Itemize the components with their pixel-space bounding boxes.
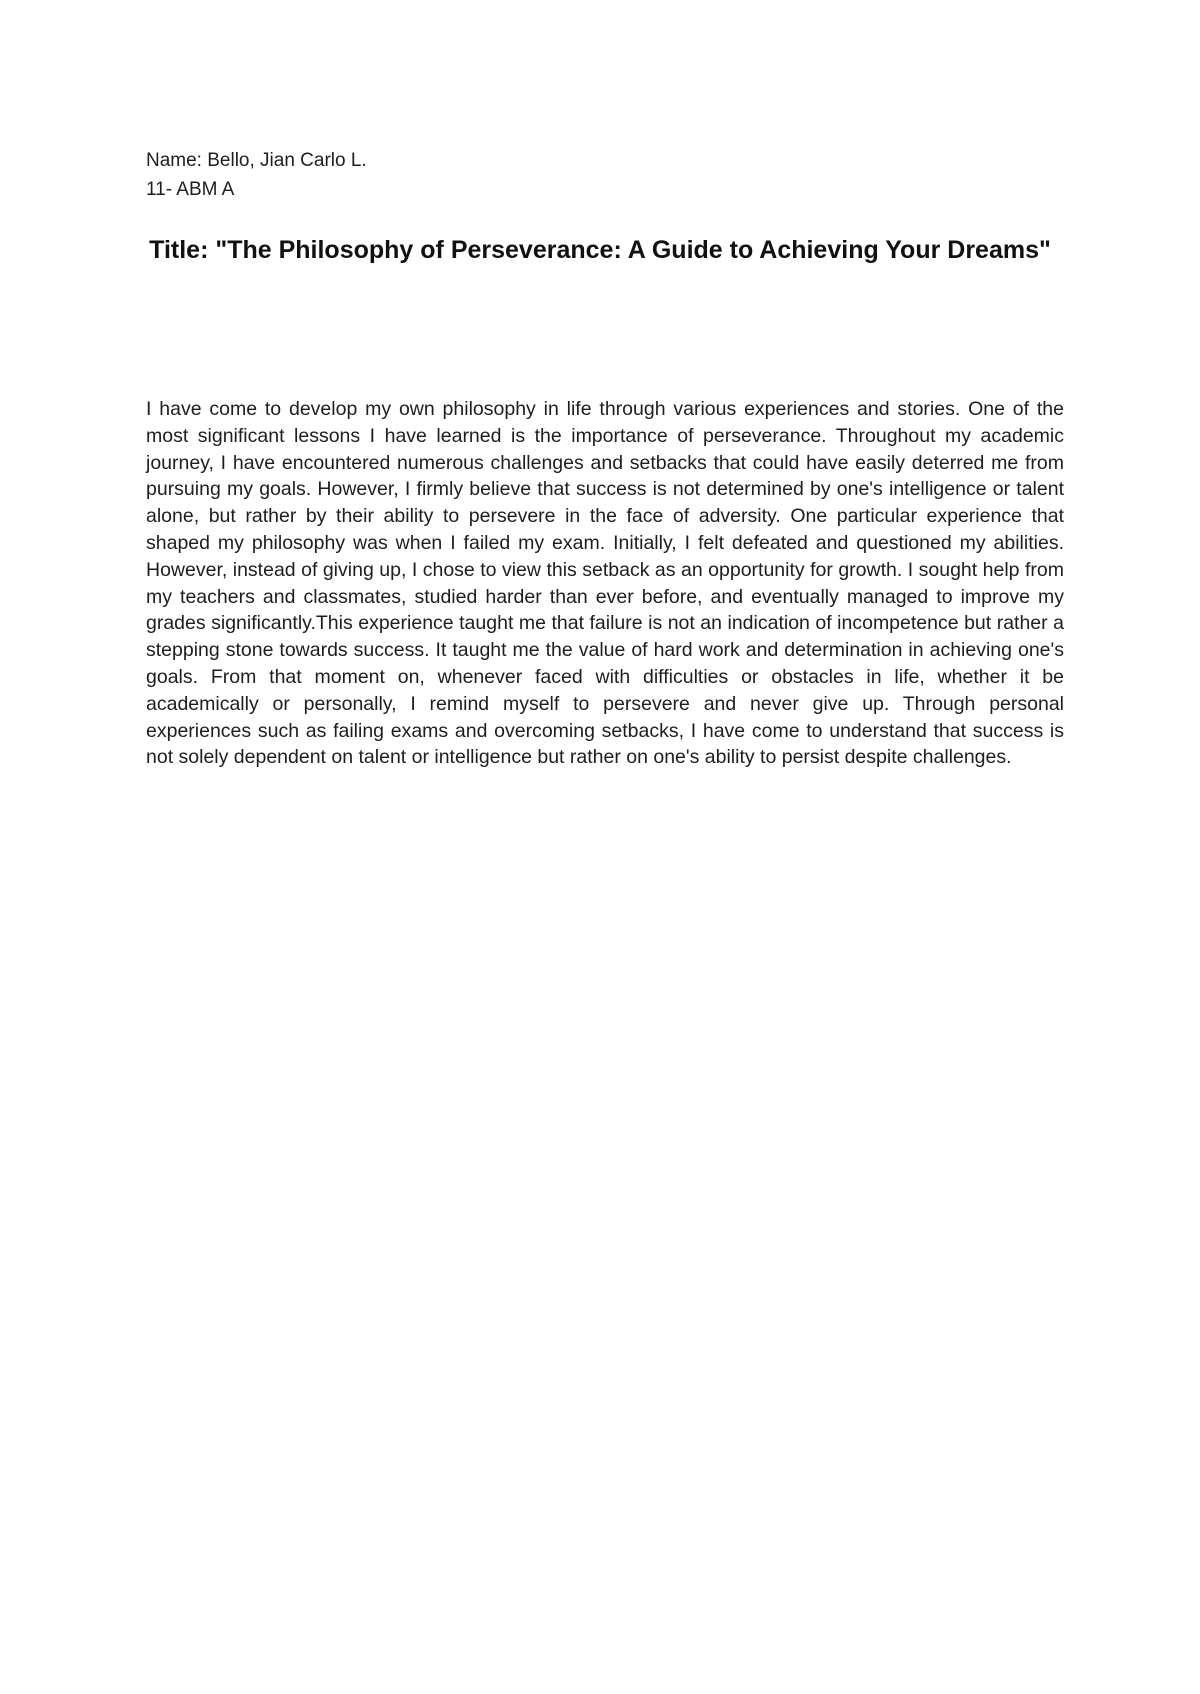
student-name: Name: Bello, Jian Carlo L.	[146, 150, 367, 171]
student-info	[146, 146, 746, 204]
document-title: Title: "The Philosophy of Perseverance: A Guide to Achieving Your Dreams"	[149, 236, 1051, 264]
student-section: 11- ABM A	[146, 179, 235, 200]
essay-paragraph: I have come to develop my own philosophy in life through various experiences and stories. One of the most significant lessons I have learned is the importance of perseverance. Throughout my academic journey, I have encountered numerous challenges and setbacks that could have easily deterred me from pursuing my goals. However, I firmly believe that success is not determined by one's intelligence or talent alone, but rather by their ability to persevere in the face of adversity. One particular experience that shaped my philosophy was when I failed my exam. Initially, I felt defeated and questioned my abilities. However, instead of giving up, I chose to view this setback as an opportunity for growth. I sought help from my teachers and classmates, studied harder than ever before, and eventually managed to improve my grades significantly.This experience taught me that failure is not an indication of incompetence but rather a stepping stone towards success. It taught me the value of hard work and determination in achieving one's goals. From that moment on, whenever faced with difficulties or obstacles in life, whether it be academically or personally, I remind myself to persevere and never give up. Through personal experiences such as failing exams and overcoming setbacks, I have come to understand that success is not solely dependent on talent or intelligence but rather on one's ability to persist despite challenges.	[146, 398, 1064, 769]
